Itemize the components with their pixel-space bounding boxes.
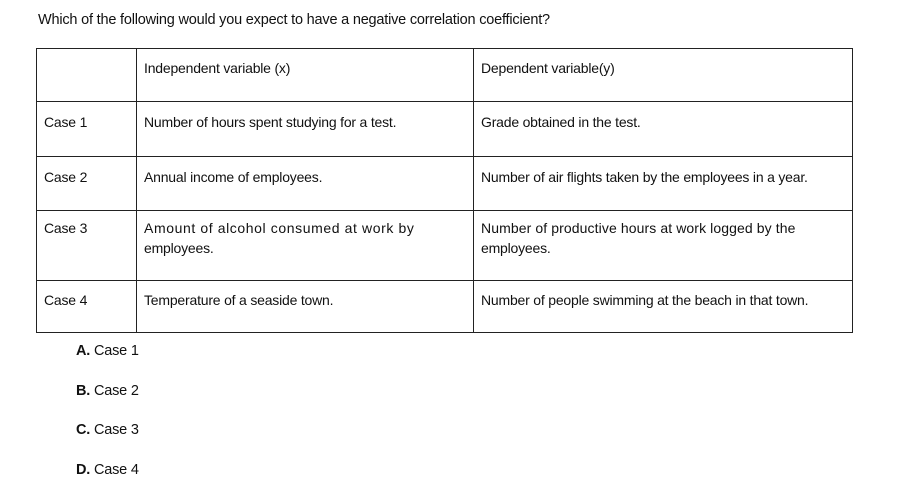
option-c[interactable] xyxy=(76,420,139,460)
option-letter: B. xyxy=(76,383,90,399)
case-label: Case 4 xyxy=(37,281,137,333)
option-d[interactable] xyxy=(76,460,139,499)
dependent-variable-cell: Number of people swimming at the beach in that town. xyxy=(474,281,853,333)
table-row xyxy=(37,102,853,157)
dependent-variable-cell: Number of air flights taken by the employees in a year. xyxy=(474,157,853,211)
table-row xyxy=(37,157,853,211)
table-row xyxy=(37,211,853,281)
dependent-variable-cell: Grade obtained in the test. xyxy=(474,102,853,157)
option-text: Case 2 xyxy=(94,383,139,399)
independent-variable-cell: Temperature of a seaside town. xyxy=(137,281,474,333)
dependent-variable-cell xyxy=(474,211,853,281)
cell-line: employees. xyxy=(481,240,551,256)
case-label: Case 1 xyxy=(37,102,137,157)
header-independent-variable: Independent variable (x) xyxy=(137,49,474,102)
question-text: Which of the following would you expect to have a negative correlation coefficient? xyxy=(38,12,550,28)
option-letter: A. xyxy=(76,343,90,359)
table-header-row xyxy=(37,49,853,102)
option-letter: D. xyxy=(76,462,90,478)
independent-variable-cell xyxy=(137,211,474,281)
table-row xyxy=(37,281,853,333)
cell-line: employees. xyxy=(144,240,214,256)
cell-line: Number of productive hours at work logged by the xyxy=(481,220,796,236)
variables-table xyxy=(36,48,853,333)
option-text: Case 1 xyxy=(94,343,139,359)
independent-variable-cell: Number of hours spent studying for a test. xyxy=(137,102,474,157)
option-b[interactable] xyxy=(76,381,139,421)
option-a[interactable] xyxy=(76,341,139,381)
option-text: Case 4 xyxy=(94,462,139,478)
case-label: Case 3 xyxy=(37,211,137,281)
independent-variable-cell: Annual income of employees. xyxy=(137,157,474,211)
answer-options xyxy=(76,341,139,499)
option-text: Case 3 xyxy=(94,422,139,438)
option-letter: C. xyxy=(76,422,90,438)
case-label: Case 2 xyxy=(37,157,137,211)
cell-line: Amount of alcohol consumed at work by xyxy=(144,220,414,236)
header-dependent-variable: Dependent variable(y) xyxy=(474,49,853,102)
header-cell-empty xyxy=(37,49,137,102)
